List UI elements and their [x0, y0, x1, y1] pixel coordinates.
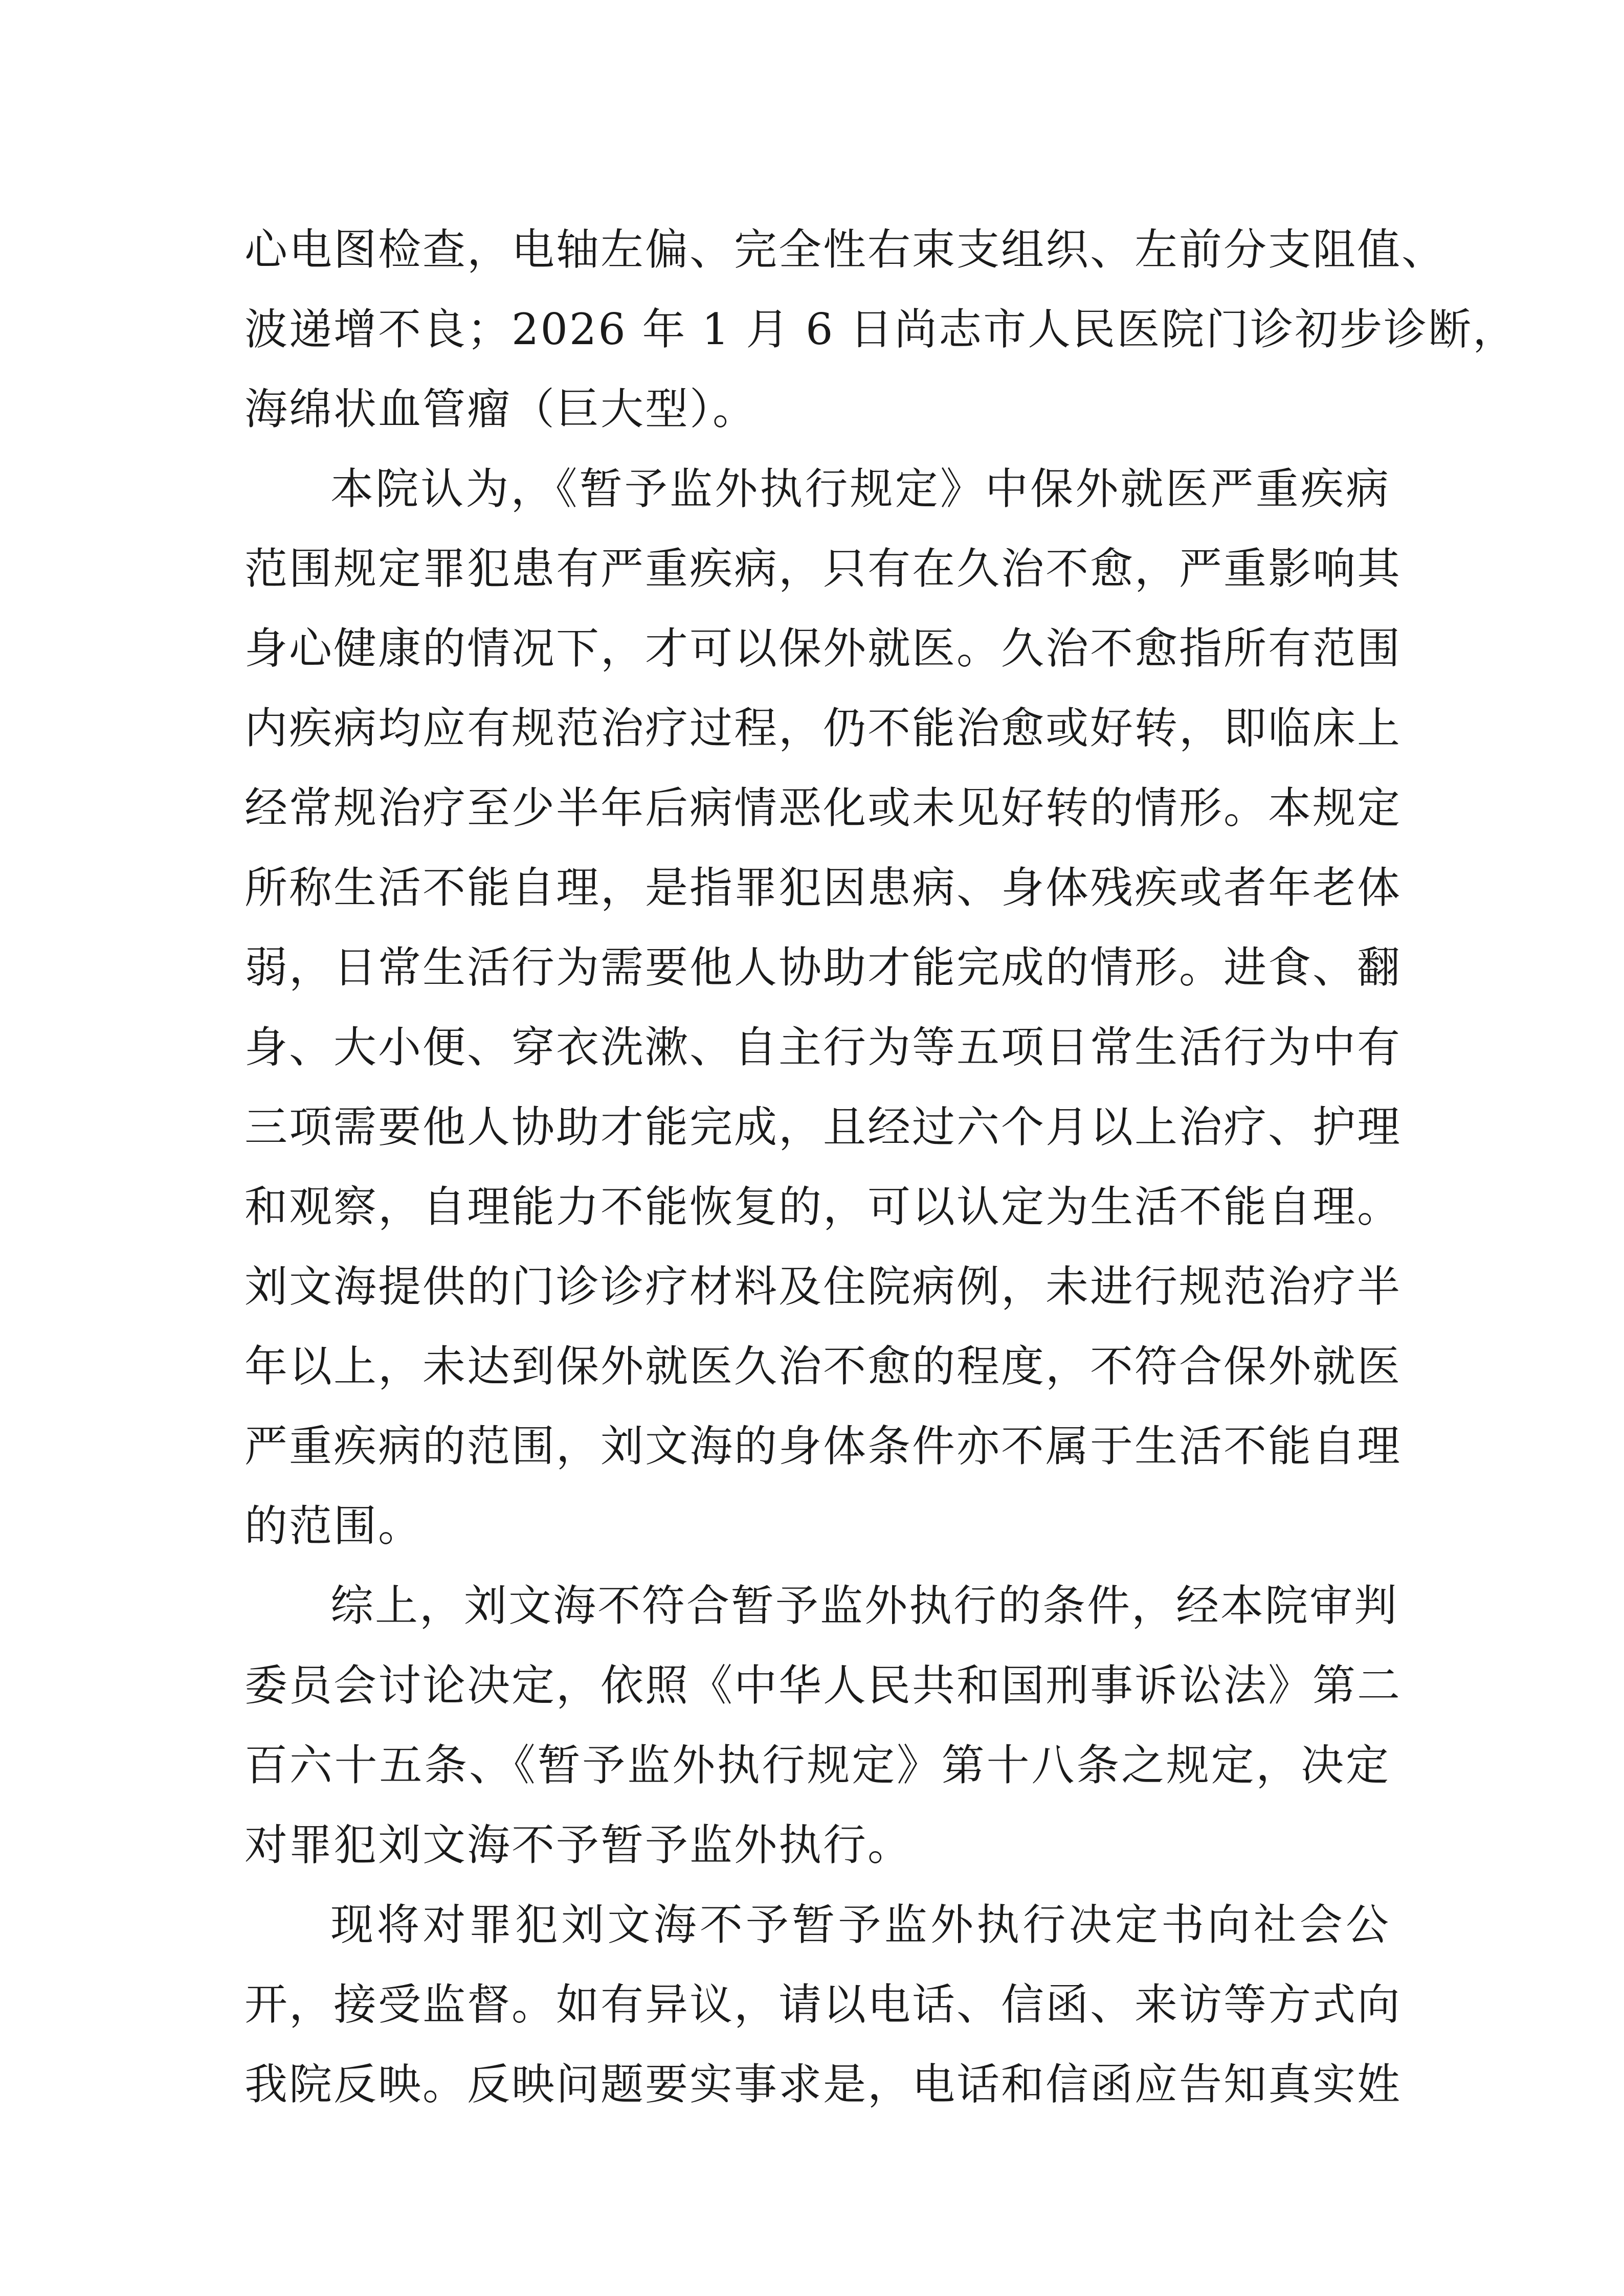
body-text-line: 心电图检查，电轴左偏、完全性右束支组织、左前分支阻值、 [244, 224, 1447, 275]
body-text-line: 弱，日常生活行为需要他人协助才能完成的情形。进食、翻 [244, 942, 1402, 993]
body-text-line: 刘文海提供的门诊诊疗材料及住院病例，未进行规范治疗半 [244, 1262, 1402, 1312]
body-text-line: 波递增不良；2026 年 1 月 6 日尚志市人民医院门诊初步诊断， [244, 304, 1518, 354]
body-text-line: 所称生活不能自理，是指罪犯因患病、身体残疾或者年老体 [244, 863, 1402, 913]
body-text-line: 三项需要他人协助才能完成，且经过六个月以上治疗、护理 [244, 1102, 1402, 1152]
body-text-line: 经常规治疗至少半年后病情恶化或未见好转的情形。本规定 [244, 783, 1402, 833]
body-text-line: 范围规定罪犯患有严重疾病，只有在久治不愈，严重影响其 [244, 544, 1402, 594]
body-text-line: 和观察，自理能力不能恢复的，可以认定为生活不能自理。 [244, 1182, 1402, 1232]
body-text-line: 的范围。 [244, 1501, 423, 1551]
document-body [244, 210, 1518, 2124]
body-text-line: 海绵状血管瘤（巨大型）。 [244, 384, 758, 434]
body-text-line: 开，接受监督。如有异议，请以电话、信函、来访等方式向 [244, 1979, 1402, 2030]
body-text-line: 本院认为，《暂予监外执行规定》中保外就医严重疾病 [330, 464, 1390, 514]
body-text-line: 现将对罪犯刘文海不予暂予监外执行决定书向社会公 [330, 1900, 1390, 1950]
body-text-line: 综上，刘文海不符合暂予监外执行的条件，经本院审判 [330, 1581, 1399, 1631]
body-text-line: 身、大小便、穿衣洗漱、自主行为等五项日常生活行为中有 [244, 1022, 1402, 1072]
body-text-line: 严重疾病的范围，刘文海的身体条件亦不属于生活不能自理 [244, 1421, 1402, 1471]
body-text-line: 我院反映。反映问题要实事求是，电话和信函应告知真实姓 [244, 2059, 1402, 2109]
body-text-line: 身心健康的情况下，才可以保外就医。久治不愈指所有范围 [244, 623, 1402, 673]
body-text-line: 对罪犯刘文海不予暂予监外执行。 [244, 1820, 913, 1870]
body-text-line: 委员会讨论决定，依照《中华人民共和国刑事诉讼法》第二 [244, 1660, 1402, 1710]
body-text-line: 百六十五条、《暂予监外执行规定》第十八条之规定，决定 [244, 1740, 1390, 1790]
body-text-line: 年以上，未达到保外就医久治不愈的程度，不符合保外就医 [244, 1341, 1402, 1391]
body-text-line: 内疾病均应有规范治疗过程，仍不能治愈或好转，即临床上 [244, 703, 1402, 753]
